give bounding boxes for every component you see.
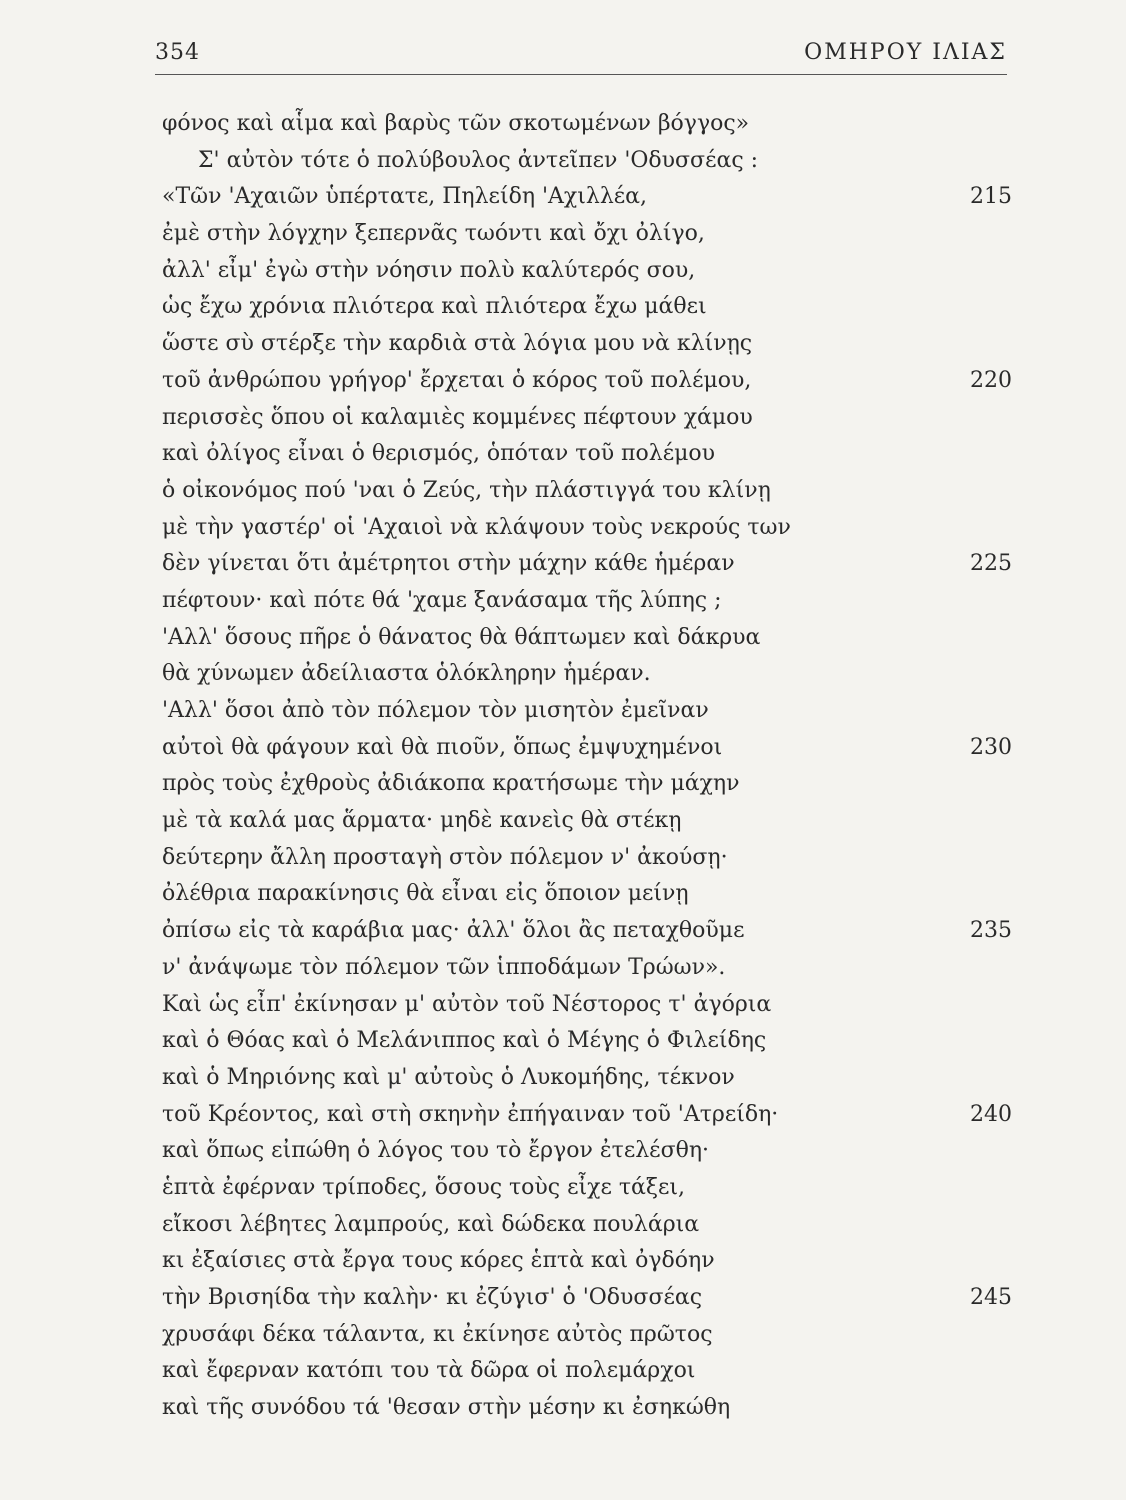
verse-line <box>162 656 1012 693</box>
verse-line <box>162 1023 1012 1060</box>
verse-text: χρυσάφι δέκα τάλαντα, κι ἐκίνησε αὐτὸς πρῶτος <box>162 1321 713 1347</box>
poem-text <box>162 106 1012 1427</box>
line-number: 240 <box>970 1101 1012 1127</box>
verse-text: «Τῶν 'Αχαιῶν ὑπέρτατε, Πηλείδη 'Αχιλλέα, <box>162 184 648 210</box>
verse-line <box>162 766 1012 803</box>
verse-line <box>162 1353 1012 1390</box>
verse-line <box>162 950 1012 987</box>
verse-line <box>162 583 1012 620</box>
verse-line <box>162 693 1012 730</box>
verse-text: φόνος καὶ αἷμα καὶ βαρὺς τῶν σκοτωμένων βόγγος» <box>162 111 750 136</box>
verse-text: καὶ ἔφερναν κατόπι του τὰ δῶρα οἱ πολεμάρχοι <box>162 1358 696 1384</box>
verse-text: καὶ τῆς συνόδου τά 'θεσαν στὴν μέσην κι ἐσηκώθη <box>162 1395 731 1421</box>
verse-line <box>162 803 1012 840</box>
verse-text: Σ' αὐτὸν τότε ὁ πολύβουλος ἀντεῖπεν 'Οδυσσέας : <box>198 147 759 173</box>
verse-line <box>162 620 1012 657</box>
verse-text: εἴκοσι λέβητες λαμπρούς, καὶ δώδεκα πουλάρια <box>162 1211 700 1237</box>
verse-text: καὶ ὁ Θόας καὶ ὁ Μελάνιππος καὶ ὁ Μέγης ὁ Φιλείδης <box>162 1028 767 1054</box>
verse-line <box>162 876 1012 913</box>
verse-line <box>162 840 1012 877</box>
verse-line <box>162 1207 1012 1244</box>
verse-line <box>162 289 1012 326</box>
verse-text: ὀπίσω εἰς τὰ καράβια μας· ἀλλ' ὅλοι ἂς πεταχθοῦμε <box>162 918 745 944</box>
verse-text: δεύτερην ἄλλη προσταγὴ στὸν πόλεμον ν' ἀκούσῃ· <box>162 844 728 870</box>
verse-line <box>162 436 1012 473</box>
verse-text: μὲ τὴν γαστέρ' οἱ 'Αχαιοὶ νὰ κλάψουν τοὺς νεκρούς των <box>162 514 791 540</box>
verse-line <box>162 216 1012 253</box>
verse-line <box>162 253 1012 290</box>
line-number: 235 <box>970 918 1012 944</box>
verse-text: ὥστε σὺ στέρξε τὴν καρδιὰ στὰ λόγια μου νὰ κλίνῃς <box>162 331 753 357</box>
verse-text: τὴν Βρισηίδα τὴν καλὴν· κι ἐζύγισ' ὁ 'Οδυσσέας <box>162 1285 703 1310</box>
verse-text: 'Αλλ' ὅσους πῆρε ὁ θάνατος θὰ θάπτωμεν καὶ δάκρυα <box>162 624 761 650</box>
verse-line <box>162 1317 1012 1354</box>
verse-text: καὶ ὀλίγος εἶναι ὁ θερισμός, ὁπόταν τοῦ πολέμου <box>162 441 716 467</box>
verse-text: ἐμὲ στὴν λόγχην ξεπερνᾶς τωόντι καὶ ὄχι ὀλίγο, <box>162 221 705 247</box>
verse-line <box>162 1133 1012 1170</box>
verse-text: ἀλλ' εἶμ' ἐγὼ στὴν νόησιν πολὺ καλύτερός σου, <box>162 257 696 283</box>
verse-text: καὶ ὁ Μηριόνης καὶ μ' αὐτοὺς ὁ Λυκομήδης, τέκνον <box>162 1064 735 1090</box>
verse-text: τοῦ ἀνθρώπου γρήγορ' ἔρχεται ὁ κόρος τοῦ πολέμου, <box>162 367 752 393</box>
verse-line <box>162 473 1012 510</box>
verse-text: δὲν γίνεται ὅτι ἀμέτρητοι στὴν μάχην κάθε ἡμέραν <box>162 551 735 577</box>
verse-line <box>162 987 1012 1024</box>
verse-line <box>162 1390 1012 1427</box>
verse-text: μὲ τὰ καλά μας ἅρματα· μηδὲ κανεὶς θὰ στέκῃ <box>162 808 682 834</box>
verse-text: πρὸς τοὺς ἐχθροὺς ἀδιάκοπα κρατήσωμε τὴν μάχην <box>162 771 740 797</box>
verse-text: Καὶ ὡς εἶπ' ἐκίνησαν μ' αὐτὸν τοῦ Νέστορος τ' ἀγόρια <box>162 991 772 1017</box>
verse-text: τοῦ Κρέοντος, καὶ στὴ σκηνὴν ἐπήγαιναν τοῦ 'Ατρείδη· <box>162 1101 779 1127</box>
verse-line <box>162 546 1012 583</box>
verse-text: κι ἐξαίσιες στὰ ἔργα τους κόρες ἑπτὰ καὶ ὀγδόην <box>162 1248 715 1274</box>
verse-line <box>162 1097 1012 1134</box>
verse-line <box>162 1280 1012 1317</box>
verse-text: ν' ἀνάψωμε τὸν πόλεμον τῶν ἱπποδάμων Τρώων». <box>162 954 726 980</box>
verse-text: περισσὲς ὅπου οἱ καλαμιὲς κομμένες πέφτουν χάμου <box>162 404 753 430</box>
verse-line <box>162 730 1012 767</box>
line-number: 245 <box>970 1285 1012 1310</box>
verse-line <box>162 326 1012 363</box>
verse-line <box>162 1170 1012 1207</box>
line-number: 220 <box>970 367 1012 393</box>
verse-text: αὐτοὶ θὰ φάγουν καὶ θὰ πιοῦν, ὅπως ἐμψυχημένοι <box>162 734 723 760</box>
verse-text: ὁ οἰκονόμος πού 'ναι ὁ Ζεύς, τὴν πλάστιγγά του κλίνῃ <box>162 477 771 503</box>
verse-line <box>162 510 1012 547</box>
verse-text: ὀλέθρια παρακίνησις θὰ εἶναι εἰς ὅποιον μείνῃ <box>162 881 689 907</box>
page-number: 354 <box>155 40 200 65</box>
verse-line <box>162 179 1012 216</box>
verse-text: 'Αλλ' ὅσοι ἀπὸ τὸν πόλεμον τὸν μισητὸν ἐμεῖναν <box>162 698 709 723</box>
verse-line <box>162 1060 1012 1097</box>
verse-text: ὡς ἔχω χρόνια πλιότερα καὶ πλιότερα ἔχω μάθει <box>162 294 707 320</box>
verse-line <box>162 400 1012 437</box>
verse-line <box>162 363 1012 400</box>
verse-text: πέφτουν· καὶ πότε θά 'χαμε ξανάσαμα τῆς λύπης ; <box>162 587 722 613</box>
running-head <box>155 40 1007 75</box>
verse-line <box>162 913 1012 950</box>
verse-line <box>162 143 1012 180</box>
line-number: 215 <box>970 184 1012 210</box>
verse-text: καὶ ὅπως εἰπώθη ὁ λόγος του τὸ ἔργον ἐτελέσθη· <box>162 1138 710 1164</box>
book-title: ΟΜΗΡΟΥ ΙΛΙΑΣ <box>804 40 1007 65</box>
verse-line <box>162 106 1012 143</box>
verse-text: θὰ χύνωμεν ἀδείλιαστα ὁλόκληρην ἡμέραν. <box>162 661 651 687</box>
verse-line <box>162 1243 1012 1280</box>
line-number: 230 <box>970 734 1012 760</box>
line-number: 225 <box>970 551 1012 577</box>
verse-text: ἑπτὰ ἐφέρναν τρίποδες, ὅσους τοὺς εἶχε τάξει, <box>162 1174 686 1200</box>
